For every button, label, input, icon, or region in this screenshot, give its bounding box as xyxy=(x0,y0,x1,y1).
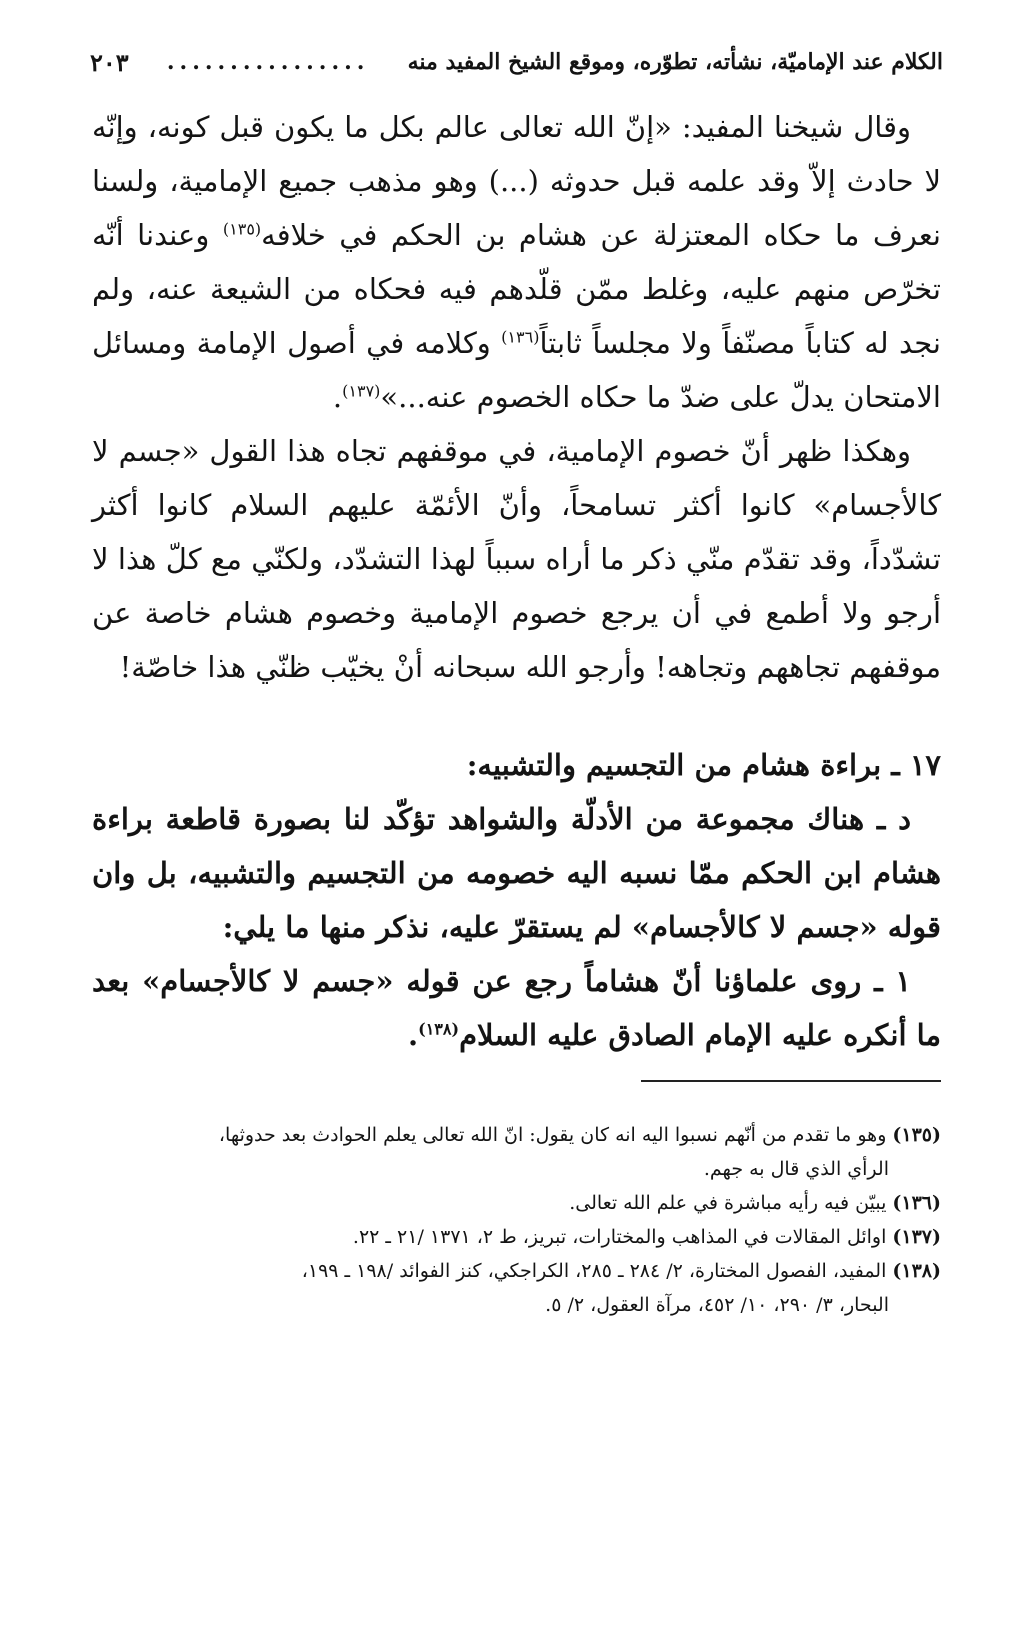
footnote-137-number: (١٣٧) xyxy=(892,1226,941,1248)
footnote-138-continued: البحار، ٣/ ٢٩٠، ١٠/ ٤٥٢، مرآة العقول، ٢/ ٥. xyxy=(545,1294,889,1316)
footnote-ref-138[interactable]: (١٣٨) xyxy=(418,1019,460,1039)
paragraph-opponents: وهكذا ظهر أنّ خصوم الإمامية، في موقفهم تجاه هذا القول «جسم لا كالأجسام» كانوا أكثر تسامحاً، وأنّ الأئمّة عليهم السلام كانوا أكثر تشدّداً، وقد تقدّم منّي ذكر ما أراه سبباً لهذا التشدّد، ولكنّي مع كلّ هذا لا أرجو ولا أطمع في أن يرجع خصوم الإمامية وخصوم هشام خاصة عن موقفهم تجاههم وتجاهه! وأرجو الله سبحانه أنْ يخيّب ظنّي هذا خاصّة! xyxy=(92,434,941,684)
footnote-135-text: وهو ما تقدم من أنّهم نسبوا اليه انه كان يقول: انّ الله تعالى يعلم الحوادث بعد حدوثها، xyxy=(218,1124,887,1146)
running-header xyxy=(90,42,943,82)
paragraph-evidence-1 xyxy=(92,954,941,1062)
footnote-ref-136[interactable]: (١٣٦) xyxy=(501,327,540,347)
quote-end-punct: . xyxy=(332,380,343,414)
footnote-137 xyxy=(92,1220,941,1254)
paragraph-mufid-quote xyxy=(92,100,941,424)
main-text xyxy=(92,100,941,1062)
quote-text-part2: وعندنا أنّه تخرّص منهم عليه، وغلط ممّن قلّدهم فيه فحكاه من الشيعة عنه، ولم نجد له كتاباً مصنّفاً ولا مجلساً ثابتاً xyxy=(92,218,941,360)
header-leader-dots: ................ xyxy=(166,49,370,75)
footnote-136 xyxy=(92,1186,941,1220)
section-heading: ١٧ ـ براءة هشام من التجسيم والتشبيه: xyxy=(466,748,941,782)
evidence-1-text: ١ ـ روى علماؤنا أنّ هشاماً رجع عن قوله «جسم لا كالأجسام» بعد ما أنكره عليه الإمام الصادق عليه السلام xyxy=(92,964,941,1052)
header-title: الكلام عند الإماميّة، نشأته، تطوّره، وموقع الشيخ المفيد منه xyxy=(407,49,943,75)
footnote-135-continued: الرأي الذي قال به جهم. xyxy=(703,1158,889,1180)
quote-text-part3: وكلامه في أصول الإمامة ومسائل الامتحان يدلّ على ضدّ ما حكاه الخصوم عنه...» xyxy=(92,326,941,414)
footnote-138-text: المفيد، الفصول المختارة، ٢/ ٢٨٤ ـ ٢٨٥، الكراجكي، كنز الفوائد /١٩٨ ـ ١٩٩، xyxy=(301,1260,887,1282)
paragraph-evidence-intro: د ـ هناك مجموعة من الأدلّة والشواهد تؤكّد لنا بصورة قاطعة براءة هشام ابن الحكم ممّا نسبه اليه خصومه من التجسيم والتشبيه، بل وان قوله «جسم لا كالأجسام» لم يستقرّ عليه، نذكر منها ما يلي: xyxy=(92,802,941,944)
quote-text-part1: وقال شيخنا المفيد: «إنّ الله تعالى عالم بكل ما يكون قبل كونه، وإنّه لا حادث إلاّ وقد علمه قبل حدوثه (...) وهو مذهب جميع الإمامية، ولسنا نعرف ما حكاه المعتزلة عن هشام بن الحكم في خلافه xyxy=(92,110,941,252)
footnote-135 xyxy=(92,1118,941,1152)
footnote-ref-137[interactable]: (١٣٧) xyxy=(342,381,381,401)
footnote-divider xyxy=(641,1080,941,1082)
footnote-138-number: (١٣٨) xyxy=(892,1260,941,1282)
footnote-135-number: (١٣٥) xyxy=(892,1124,941,1146)
footnote-138 xyxy=(92,1254,941,1288)
footnote-ref-135[interactable]: (١٣٥) xyxy=(222,219,262,239)
footnote-137-text: اوائل المقالات في المذاهب والمختارات، تبريز، ط ٢، ١٣٧١ /٢١ ـ ٢٢. xyxy=(352,1226,887,1248)
footnote-136-number: (١٣٦) xyxy=(892,1192,941,1214)
evidence-1-end: . xyxy=(408,1018,419,1052)
page-number: ٢٠٣ xyxy=(90,47,129,77)
footnote-136-text: يبيّن فيه رأيه مباشرة في علم الله تعالى. xyxy=(569,1192,887,1214)
footnotes xyxy=(92,1118,941,1322)
